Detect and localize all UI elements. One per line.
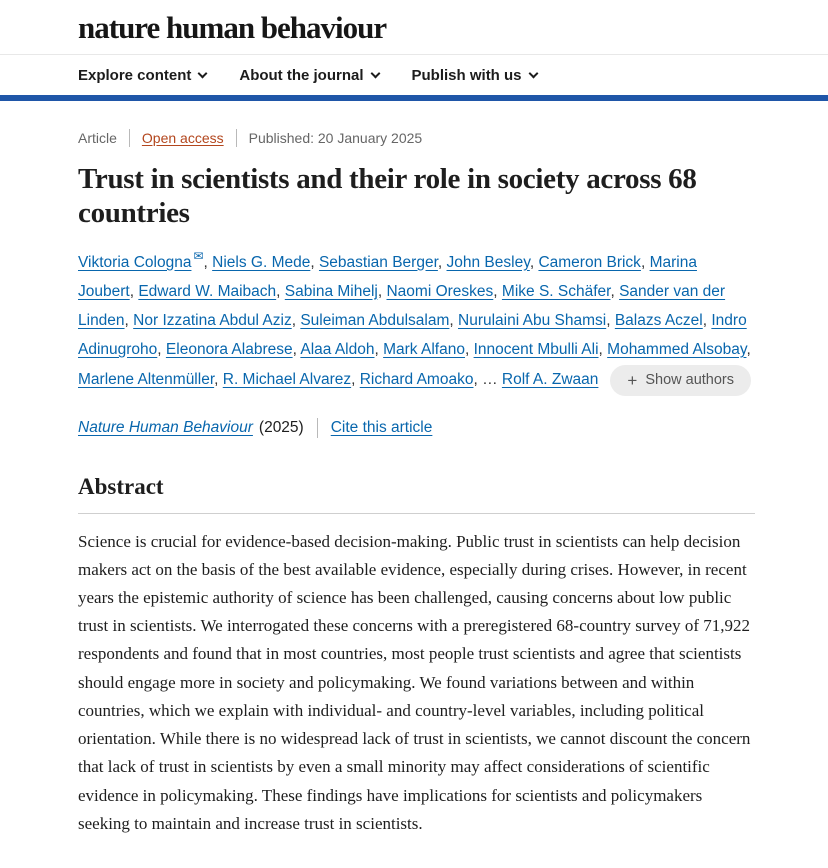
article-main	[0, 101, 828, 868]
author-link[interactable]: Alaa Aldoh	[300, 340, 375, 358]
author-link[interactable]: Marina Joubert	[78, 253, 697, 300]
meta-divider	[236, 129, 237, 147]
main-nav	[0, 55, 828, 95]
author-link[interactable]: Sander van der Linden	[78, 282, 726, 329]
email-icon[interactable]: ✉	[193, 249, 204, 264]
show-authors-button[interactable]	[610, 365, 751, 396]
author-link-last[interactable]: Rolf A. Zwaan	[501, 371, 599, 389]
author-link[interactable]: Mike S. Schäfer	[501, 282, 611, 300]
show-authors-label: Show authors	[645, 372, 735, 389]
author-link[interactable]: Naomi Oreskes	[386, 282, 494, 300]
author-link[interactable]: Cameron Brick	[538, 253, 641, 271]
published-date: Published: 20 January 2025	[248, 130, 423, 146]
author-link[interactable]: Mohammed Alsobay	[607, 340, 747, 358]
nav-publish-with-us[interactable]	[412, 67, 537, 84]
author-link[interactable]: Suleiman Abdulsalam	[300, 311, 450, 329]
author-link[interactable]: Sabina Mihelj	[284, 282, 378, 300]
nav-explore-content[interactable]	[78, 67, 206, 84]
author-link[interactable]: Niels G. Mede	[212, 253, 311, 271]
abstract-heading: Abstract	[78, 473, 164, 499]
chevron-down-icon	[198, 68, 208, 78]
open-access-link[interactable]: Open access	[141, 130, 224, 146]
plus-icon: +	[627, 370, 638, 390]
chevron-down-icon	[370, 68, 380, 78]
citation-row	[78, 418, 755, 438]
author-link[interactable]: Balazs Aczel	[614, 311, 703, 329]
article-type-label: Article	[78, 130, 117, 146]
author-link[interactable]: Edward W. Maibach	[138, 282, 277, 300]
author-link[interactable]: Marlene Altenmüller	[78, 371, 215, 389]
journal-logo[interactable]: nature human behaviour	[78, 10, 387, 45]
author-link[interactable]: Nurulaini Abu Shamsi	[458, 311, 607, 329]
author-link[interactable]: Indro Adinugroho	[78, 311, 747, 358]
article-meta	[78, 129, 755, 147]
meta-divider	[129, 129, 130, 147]
abstract-text: Science is crucial for evidence-based decision-making. Public trust in scientists can help decision makers act on the basis of the best available evidence, especially during crises. However, in recent years the epistemic authority of science has been challenged, causing concerns about low public trust in scientists. We interrogated these concerns with a preregistered 68-country survey of 71,922 respondents and found that in most countries, most people trust scientists and agree that scientists should engage more in society and policymaking. We found variations between and within countries, which we explain with individual- and country-level variables, including political orientation. While there is no widespread lack of trust in scientists, we cannot discount the concern that lack of trust in scientists by even a small minority may affect considerations of scientific evidence in policymaking. These findings have implications for scientists and policymakers seeking to maintain and increase trust in scientists.	[78, 531, 751, 833]
site-header	[0, 0, 828, 54]
author-link[interactable]: Eleonora Alabrese	[165, 340, 293, 358]
nav-about-the-journal[interactable]	[239, 67, 378, 84]
author-link[interactable]: Nor Izzatina Abdul Aziz	[133, 311, 292, 329]
citation-divider	[317, 418, 318, 438]
author-link[interactable]: Mark Alfano	[383, 340, 465, 358]
authors-block	[78, 245, 755, 395]
author-link[interactable]: John Besley	[446, 253, 530, 271]
cite-this-article-link[interactable]: Cite this article	[330, 418, 433, 436]
author-link[interactable]: R. Michael Alvarez	[222, 371, 352, 389]
author-link[interactable]: Viktoria Cologna	[78, 253, 192, 271]
author-link[interactable]: Innocent Mbulli Ali	[473, 340, 599, 358]
author-link[interactable]: Richard Amoako	[359, 371, 474, 389]
nav-publish-with-us-label: Publish with us	[411, 66, 522, 84]
journal-link[interactable]: Nature Human Behaviour	[78, 418, 253, 436]
chevron-down-icon	[528, 68, 538, 78]
author-list: Viktoria Cologna ✉, Niels G. Mede, Sebastian Berger, John Besley, Cameron Brick, Marina Joubert, Edward W. Maibach, Sabina Mihelj, Naomi Oreskes, Mike S. Schäfer, Sander van der Linden, Nor Izzatina Abdul Aziz, Suleiman Abdulsalam, Nurulaini Abu Shamsi, Balazs Aczel, Indro Adinugroho, Eleonora Alabrese, Alaa Aldoh, Mark Alfano, Innocent Mbulli Ali, Mohammed Alsobay, Marlene Altenmüller, R. Michael Alvarez, Richard Amoako, … Rolf A. Zwaan	[78, 249, 751, 389]
nav-explore-content-label: Explore content	[78, 66, 192, 84]
journal-year: (2025)	[258, 418, 304, 436]
author-link[interactable]: Sebastian Berger	[318, 253, 438, 271]
abstract-rule	[78, 513, 755, 514]
nav-about-the-journal-label: About the journal	[239, 66, 364, 84]
article-title: Trust in scientists and their role in society across 68 countries	[78, 163, 697, 230]
